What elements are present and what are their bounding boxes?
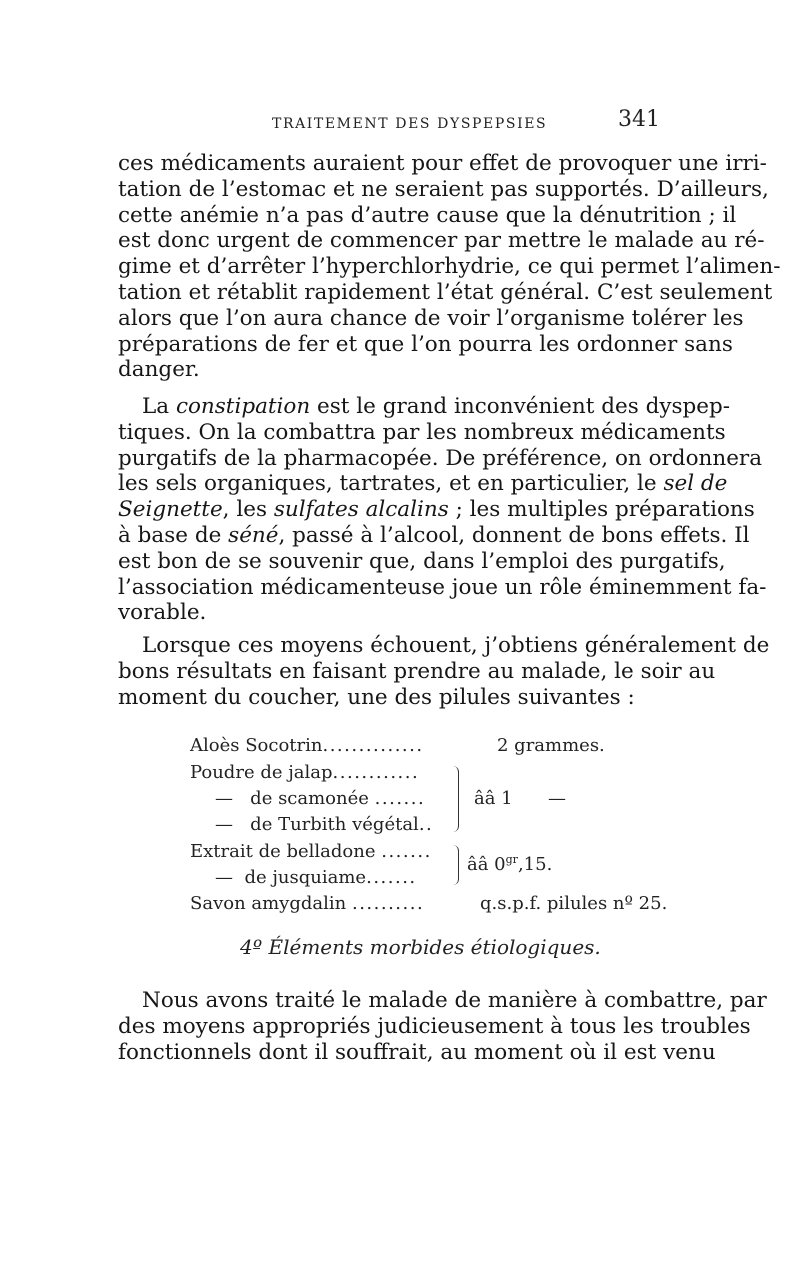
text-line: ces médicaments auraient pour effet de provoquer une irri- <box>118 151 767 176</box>
formula-quantity: q.s.p.f. pilules nº 25. <box>480 893 668 914</box>
text-line: fonctionnels dont il souffrait, au moment où il est venu <box>118 1039 716 1065</box>
text-line: La constipation est le grand inconvénient des dyspep- <box>142 394 731 419</box>
brace <box>452 845 459 885</box>
formula-quantity: 2 grammes. <box>497 735 605 756</box>
text-line: les sels organiques, tartrates, et en particulier, le sel de <box>118 471 728 497</box>
text-line: danger. <box>118 357 200 383</box>
section-heading: 4º Éléments morbides étiologiques. <box>240 935 601 959</box>
formula-row: Poudre de jalap............ <box>190 762 420 783</box>
text-line: bons résultats en faisant prendre au malade, le soir au <box>118 658 716 684</box>
emphasis: séné <box>228 522 279 548</box>
text-line: Lorsque ces moyens échouent, j’obtiens généralement de <box>142 633 770 658</box>
text-line: gime et d’arrêter l’hyperchlorhydrie, ce qui permet l’alimen- <box>118 254 781 280</box>
paragraph-1 <box>118 151 781 383</box>
running-title: TRAITEMENT DES DYSPEPSIES <box>272 116 548 132</box>
formula-row: Aloès Socotrin.............. <box>190 735 424 756</box>
text-line: l’association médicamenteuse joue un rôle éminemment fa- <box>118 574 767 600</box>
formula-row: Extrait de belladone ....... <box>190 841 432 862</box>
page-number: 341 <box>618 107 660 132</box>
text-line: Seignette, les sulfates alcalins ; les multiples préparations <box>118 497 755 523</box>
emphasis: sel de <box>663 471 728 497</box>
paragraph-3 <box>118 633 770 710</box>
formula-row: — de jusquiame....... <box>215 867 417 888</box>
formula-quantity: ââ 1 <box>474 788 513 809</box>
text-line: cette anémie n’a pas d’autre cause que la dénutrition ; il <box>118 202 737 228</box>
formula-row: — de scamonée ....... <box>215 788 426 809</box>
formula-quantity: ââ $0^{gr},15$. <box>467 853 553 875</box>
formula-row: Savon amygdalin .......... <box>190 893 425 914</box>
text-line: moment du coucher, une des pilules suivantes : <box>118 684 635 710</box>
text-line: préparations de fer et que l’on pourra les ordonner sans <box>118 331 733 357</box>
text-line: tation de l’estomac et ne seraient pas supportés. D’ailleurs, <box>118 176 769 202</box>
paragraph-4 <box>118 988 767 1065</box>
text-line: vorable. <box>118 600 207 626</box>
text-line: des moyens appropriés judicieusement à tous les troubles <box>118 1013 751 1039</box>
emphasis: Seignette <box>118 497 223 523</box>
brace <box>452 766 459 832</box>
text-line: Nous avons traité le malade de manière à combattre, par <box>142 988 767 1013</box>
formula-row: — de Turbith végétal.. <box>215 814 434 835</box>
text-line: alors que l’on aura chance de voir l’organisme tolérer les <box>118 305 744 331</box>
text-line: tation et rétablit rapidement l’état général. C’est seulement <box>118 279 773 305</box>
text-line: purgatifs de la pharmacopée. De préférence, on ordonnera <box>118 445 763 471</box>
text-line: est bon de se souvenir que, dans l’emploi des purgatifs, <box>118 548 726 574</box>
emphasis: sulfates alcalins <box>273 497 449 523</box>
text-line: à base de séné, passé à l’alcool, donnent de bons effets. Il <box>118 522 750 548</box>
formula-quantity: — <box>548 788 566 809</box>
text-line: est donc urgent de commencer par mettre le malade au ré- <box>118 228 765 254</box>
emphasis: constipation <box>175 394 311 419</box>
text-line: tiques. On la combattra par les nombreux médicaments <box>118 419 726 445</box>
paragraph-2 <box>118 394 767 626</box>
